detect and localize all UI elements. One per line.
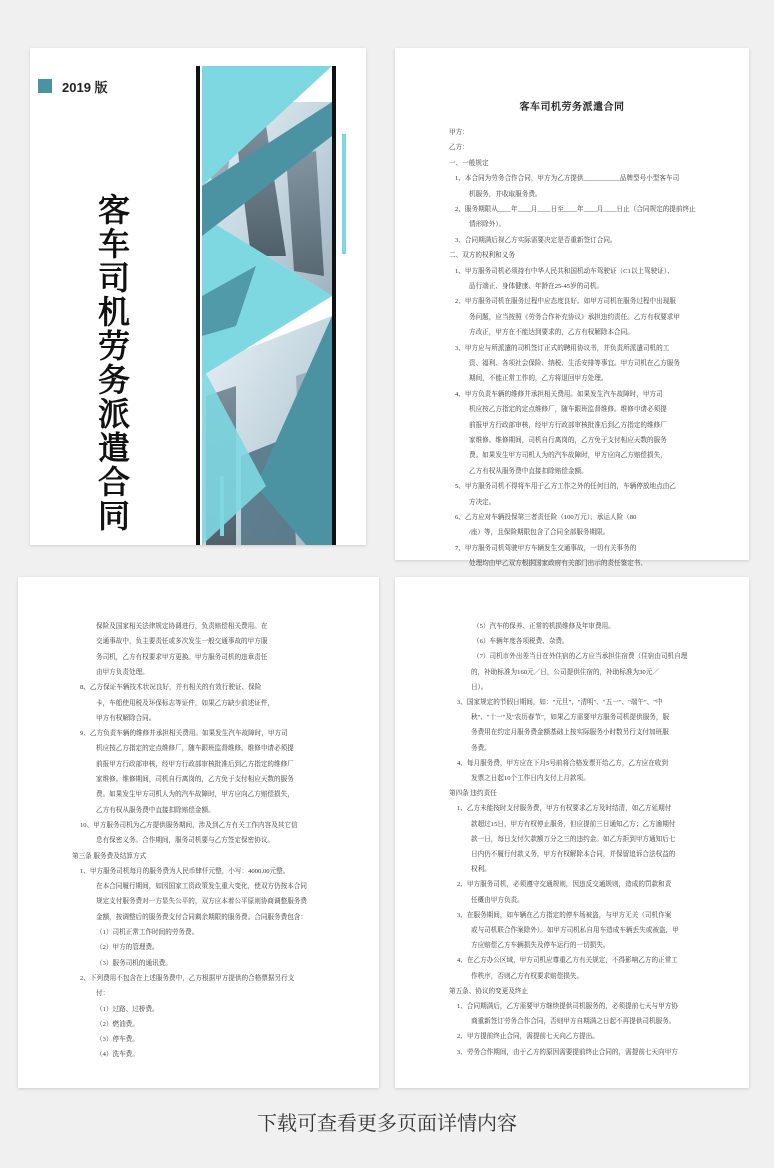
text-line: 第四条 违约责任 bbox=[449, 790, 497, 798]
text-line: 1、甲方服务司机每月的服务费为人民币肆仟元整，小写：4000.00元整。 bbox=[80, 867, 290, 875]
text-line: 家维修。维修期间，司机自行离岗的，乙方免于支付相应天数的服务 bbox=[96, 776, 294, 783]
text-line: 机应按乙方指定的定点维修厂，随车跟班监督维修。维修申请必须提 bbox=[469, 406, 667, 414]
text-line: （1）过路、过桥费。 bbox=[96, 1005, 159, 1013]
text-line: 2、服务期限从____年____月____日至____年____月____日止（合同规定的提前终止 bbox=[455, 206, 696, 213]
text-line: （3）停车费。 bbox=[96, 1036, 139, 1044]
text-line: 作秩序，否则乙方有权要求赔偿损失。 bbox=[471, 972, 584, 980]
text-line: 4、甲方负责车辆的维修并承担相关费用。如果发生汽车故障时，甲方司 bbox=[455, 390, 663, 398]
text-line: 4、在乙方办公区域，甲方司机应尊重乙方有关规定，不得影响乙方的正常工 bbox=[457, 957, 678, 965]
text-line: 权利。 bbox=[471, 866, 491, 874]
text-line: 费。如果发生甲方司机人为的汽车故障时，甲方应向乙方赔偿损失， bbox=[96, 791, 294, 799]
text-line: 日）。 bbox=[471, 683, 488, 691]
text-line: 甲方有权解除合同。 bbox=[96, 714, 156, 722]
text-line: （5）汽车的保养、正常的机损维修及年审费用。 bbox=[473, 623, 615, 630]
cover-title: 客车司机劳务派遣合同 bbox=[94, 193, 130, 533]
text-line: 商重新签订劳务合作合同，否则甲方自期满之日起不再提供司机服务。 bbox=[471, 1018, 676, 1026]
text-line: 3、国家规定的节假日期间，如："元旦"、"清明"、"五一"、"端午"、"中 bbox=[457, 699, 663, 706]
text-line: （2）甲方的管理费。 bbox=[96, 944, 159, 952]
text-line: 方决定。 bbox=[469, 498, 496, 506]
text-line: 秋"、"十一"及"农历春节"，如果乙方需要甲方服务司机提供服务，服 bbox=[471, 714, 670, 722]
text-line: 10、甲方服务司机为乙方提供服务期间，涉及到乙方有关工作内容及其它信 bbox=[80, 821, 298, 829]
text-line: 交通事故中，负主要责任或多次发生一般交通事故的甲方服 bbox=[96, 638, 268, 646]
text-line: 品行端正、身体健康、年龄在25-45岁的司机。 bbox=[469, 283, 604, 290]
text-line: 方应赔偿乙方车辆损失及停车运行的一切损失。 bbox=[471, 942, 610, 950]
text-line: 在本合同履行期间，如因国家工资政策发生重大变化，使双方仍按本合同 bbox=[96, 883, 307, 891]
text-line: 4、每月服务费，甲方应在下月5号前将合格发票开给乙方，乙方应在收到 bbox=[457, 759, 668, 767]
text-line: 保险及国家相关法律规定协调进行，负责赔偿相关费用。在 bbox=[96, 623, 268, 630]
text-line: 卡，车船使用税及环保标志等证件，如果乙方缺少前述证件， bbox=[96, 699, 275, 707]
text-line: 3、甲方应与所派遣的司机签订正式的聘用协议书，并负责所派遣司机的工 bbox=[455, 344, 670, 352]
text-line: 资、福利、各项社会保险、纳税、生活安排等事宜。甲方司机在乙方服务 bbox=[469, 360, 680, 367]
text-line: 3、在服务期间，如车辆在乙方指定的停车场被盗，与甲方无关（司机作案 bbox=[457, 911, 672, 919]
text-line: 1、甲方服务司机必须持有中华人民共和国机动车驾驶证（C1以上驾驶证）、 bbox=[455, 267, 674, 275]
text-line: 1、乙方未能按时支付服务费，甲方有权要求乙方及时结清，如乙方延期付 bbox=[457, 805, 672, 813]
text-line: 息有保密义务。合作期间，服务司机要与乙方签定保密协议。 bbox=[96, 837, 275, 845]
text-line: 9、乙方负责车辆的维修并承担相关费用。如果发生汽车故障时，甲方司 bbox=[80, 730, 288, 738]
text-line: 2、甲方服务司机，必须遵守交通规则，因违反交通规则，造成的罚款和责 bbox=[457, 881, 672, 889]
text-line: 1、本合同为劳务合作合同，甲方为乙方提供___________品牌型号小型客车司 bbox=[455, 175, 680, 183]
text-line: 日内仍不履行付款义务，甲方有权解除本合同，并保留追诉合法权益的 bbox=[471, 851, 676, 858]
text-line: 务司机，乙方有权要求甲方更换。甲方服务司机的违章责任 bbox=[96, 653, 268, 661]
text-line: 付： bbox=[96, 990, 110, 998]
text-line: 务费。 bbox=[471, 744, 491, 752]
text-line: 7、甲方服务司机驾驶甲方车辆发生交通事故，一切有关事务的 bbox=[455, 544, 637, 552]
text-line: 务问题，应当按照《劳务合作补充协议》承担违约责任。乙方有权要求甲 bbox=[469, 313, 680, 321]
cover-page bbox=[30, 48, 366, 545]
contract-page-1 bbox=[395, 48, 749, 568]
text-line: 乙方有权从服务费中直接扣除赔偿金额。 bbox=[96, 806, 215, 814]
text-line: 期间，不能正常工作的，乙方将退回甲方处理。 bbox=[469, 375, 608, 383]
text-line: 8、乙方保证车辆技术状况良好，并有相关的有效行驶证、保险 bbox=[80, 684, 262, 692]
contract-page-3 bbox=[395, 577, 749, 1088]
text-line: 第三条 服务费及结算方式 bbox=[72, 852, 147, 860]
text-line: 二、双方的权利和义务 bbox=[449, 252, 515, 260]
text-line: （7）司机市外出差当日在外住宿的乙方应当承担住宿费（住宿由司机自理 bbox=[473, 653, 688, 661]
cover-left-rule bbox=[196, 66, 200, 545]
cover-year-label: 2019 版 bbox=[62, 80, 108, 95]
text-line: 前报甲方行政部审核，经甲方行政部审核批准后到乙方指定的维修厂 bbox=[469, 421, 667, 429]
text-line: 第五条、协议的变更及终止 bbox=[449, 987, 529, 995]
contract-page-2 bbox=[18, 577, 379, 1088]
text-line: 5、甲方服务司机不得将车用于乙方工作之外的任何目的，车辆停放地点由乙 bbox=[455, 483, 676, 491]
text-line: 2、甲方提前终止合同，需提前七天向乙方提出。 bbox=[457, 1033, 599, 1041]
text-line: 机服务，并收取服务费。 bbox=[469, 190, 542, 198]
text-line: （2）燃油费。 bbox=[96, 1020, 139, 1028]
text-line: 甲方： bbox=[449, 129, 469, 136]
text-line: 3、合同期满后视乙方实际需要决定是否重新签订合同。 bbox=[455, 236, 617, 244]
text-line: 金额，按调整后的服务费支付合同剩余期限的服务费。合同服务费包含： bbox=[96, 913, 307, 921]
text-line: 3、劳务合作期间，由于乙方的原因需要提前终止合同的，需提前七天向甲方 bbox=[457, 1048, 678, 1056]
text-line: 情形除外）。 bbox=[469, 221, 506, 229]
text-line: （3）服务司机的通讯费。 bbox=[96, 959, 172, 967]
text-line: （4）洗车费。 bbox=[96, 1051, 139, 1059]
text-line: 发票之日起10个工作日内支付上月款项。 bbox=[471, 775, 590, 782]
text-line: 乙方有权从服务费中直接扣除赔偿金额。 bbox=[469, 467, 588, 475]
text-line: 方改正，甲方在不能达到要求的，乙方有权解除本合同。 bbox=[469, 329, 634, 337]
text-line: 规定支付服务费对一方显失公平的，双方应本着公平原则协商调整服务费 bbox=[96, 898, 307, 906]
text-line: 处理均由甲乙双方根据国家政府有关部门出示的责任鉴定书、 bbox=[469, 560, 648, 568]
text-line: 乙方： bbox=[449, 144, 469, 152]
text-line: 或与司机联合作案除外）。如甲方司机私自用车造成车辆丢失或被盗，甲 bbox=[471, 927, 679, 934]
text-line: 2、甲方服务司机在服务过程中应态度良好。如甲方司机在服务过程中出现服 bbox=[455, 298, 676, 306]
download-more-caption: 下载可查看更多页面详情内容 bbox=[257, 1111, 517, 1135]
text-line: 家维修。维修期间，司机自行离岗的，乙方免于支付相应天数的服务 bbox=[469, 437, 667, 444]
text-line: 务费用在约定月服务费金额基础上按实际服务小时数另行支付加班服 bbox=[471, 729, 669, 737]
cover-geometric-artwork bbox=[196, 66, 366, 545]
text-line: 费。如果发生甲方司机人为的汽车故障时，甲方应向乙方赔偿损失， bbox=[469, 452, 667, 460]
text-line: 任概由甲方负责。 bbox=[471, 896, 524, 904]
text-line: 机应按乙方指定的定点维修厂，随车跟班监督维修。维修申请必须提 bbox=[96, 745, 294, 753]
text-line: 前报甲方行政部审核，经甲方行政部审核批准后到乙方指定的维修厂 bbox=[96, 760, 294, 768]
text-line: 款超过15日，甲方有权停止服务，但应提前三日通知乙方；乙方逾期付 bbox=[471, 820, 676, 828]
text-line: 由甲方负责处理。 bbox=[96, 668, 149, 676]
contract-title: 客车司机劳务派遣合同 bbox=[519, 102, 625, 113]
text-line: （1）司机正常工作时间的劳务费。 bbox=[96, 929, 199, 936]
text-line: 6、乙方应对车辆投保第三者责任险（100万元）、承运人险（80 bbox=[455, 514, 637, 521]
text-line: 1、合同期满后，乙方需要甲方继续提供司机服务的，必须提前七天与甲方协 bbox=[457, 1003, 678, 1010]
text-line: 款一日，每日支付欠款额万分之三的违约金。如乙方拒到甲方通知后七 bbox=[471, 835, 676, 843]
text-line: /座）等，且保险期限包含了合同全部服务期限。 bbox=[469, 529, 610, 537]
text-line: 一、一般规定 bbox=[449, 159, 489, 167]
text-line: 2、下列费用不包含在上述服务费中，乙方根据甲方提供的合格票据另行支 bbox=[80, 974, 295, 982]
text-line: 的，补助标准为160元／日，公司提供住宿的，补助标准为30元／ bbox=[471, 668, 659, 676]
year-badge-square bbox=[38, 79, 52, 93]
text-line: （6）车辆年度各项税费、杂费。 bbox=[473, 638, 569, 646]
